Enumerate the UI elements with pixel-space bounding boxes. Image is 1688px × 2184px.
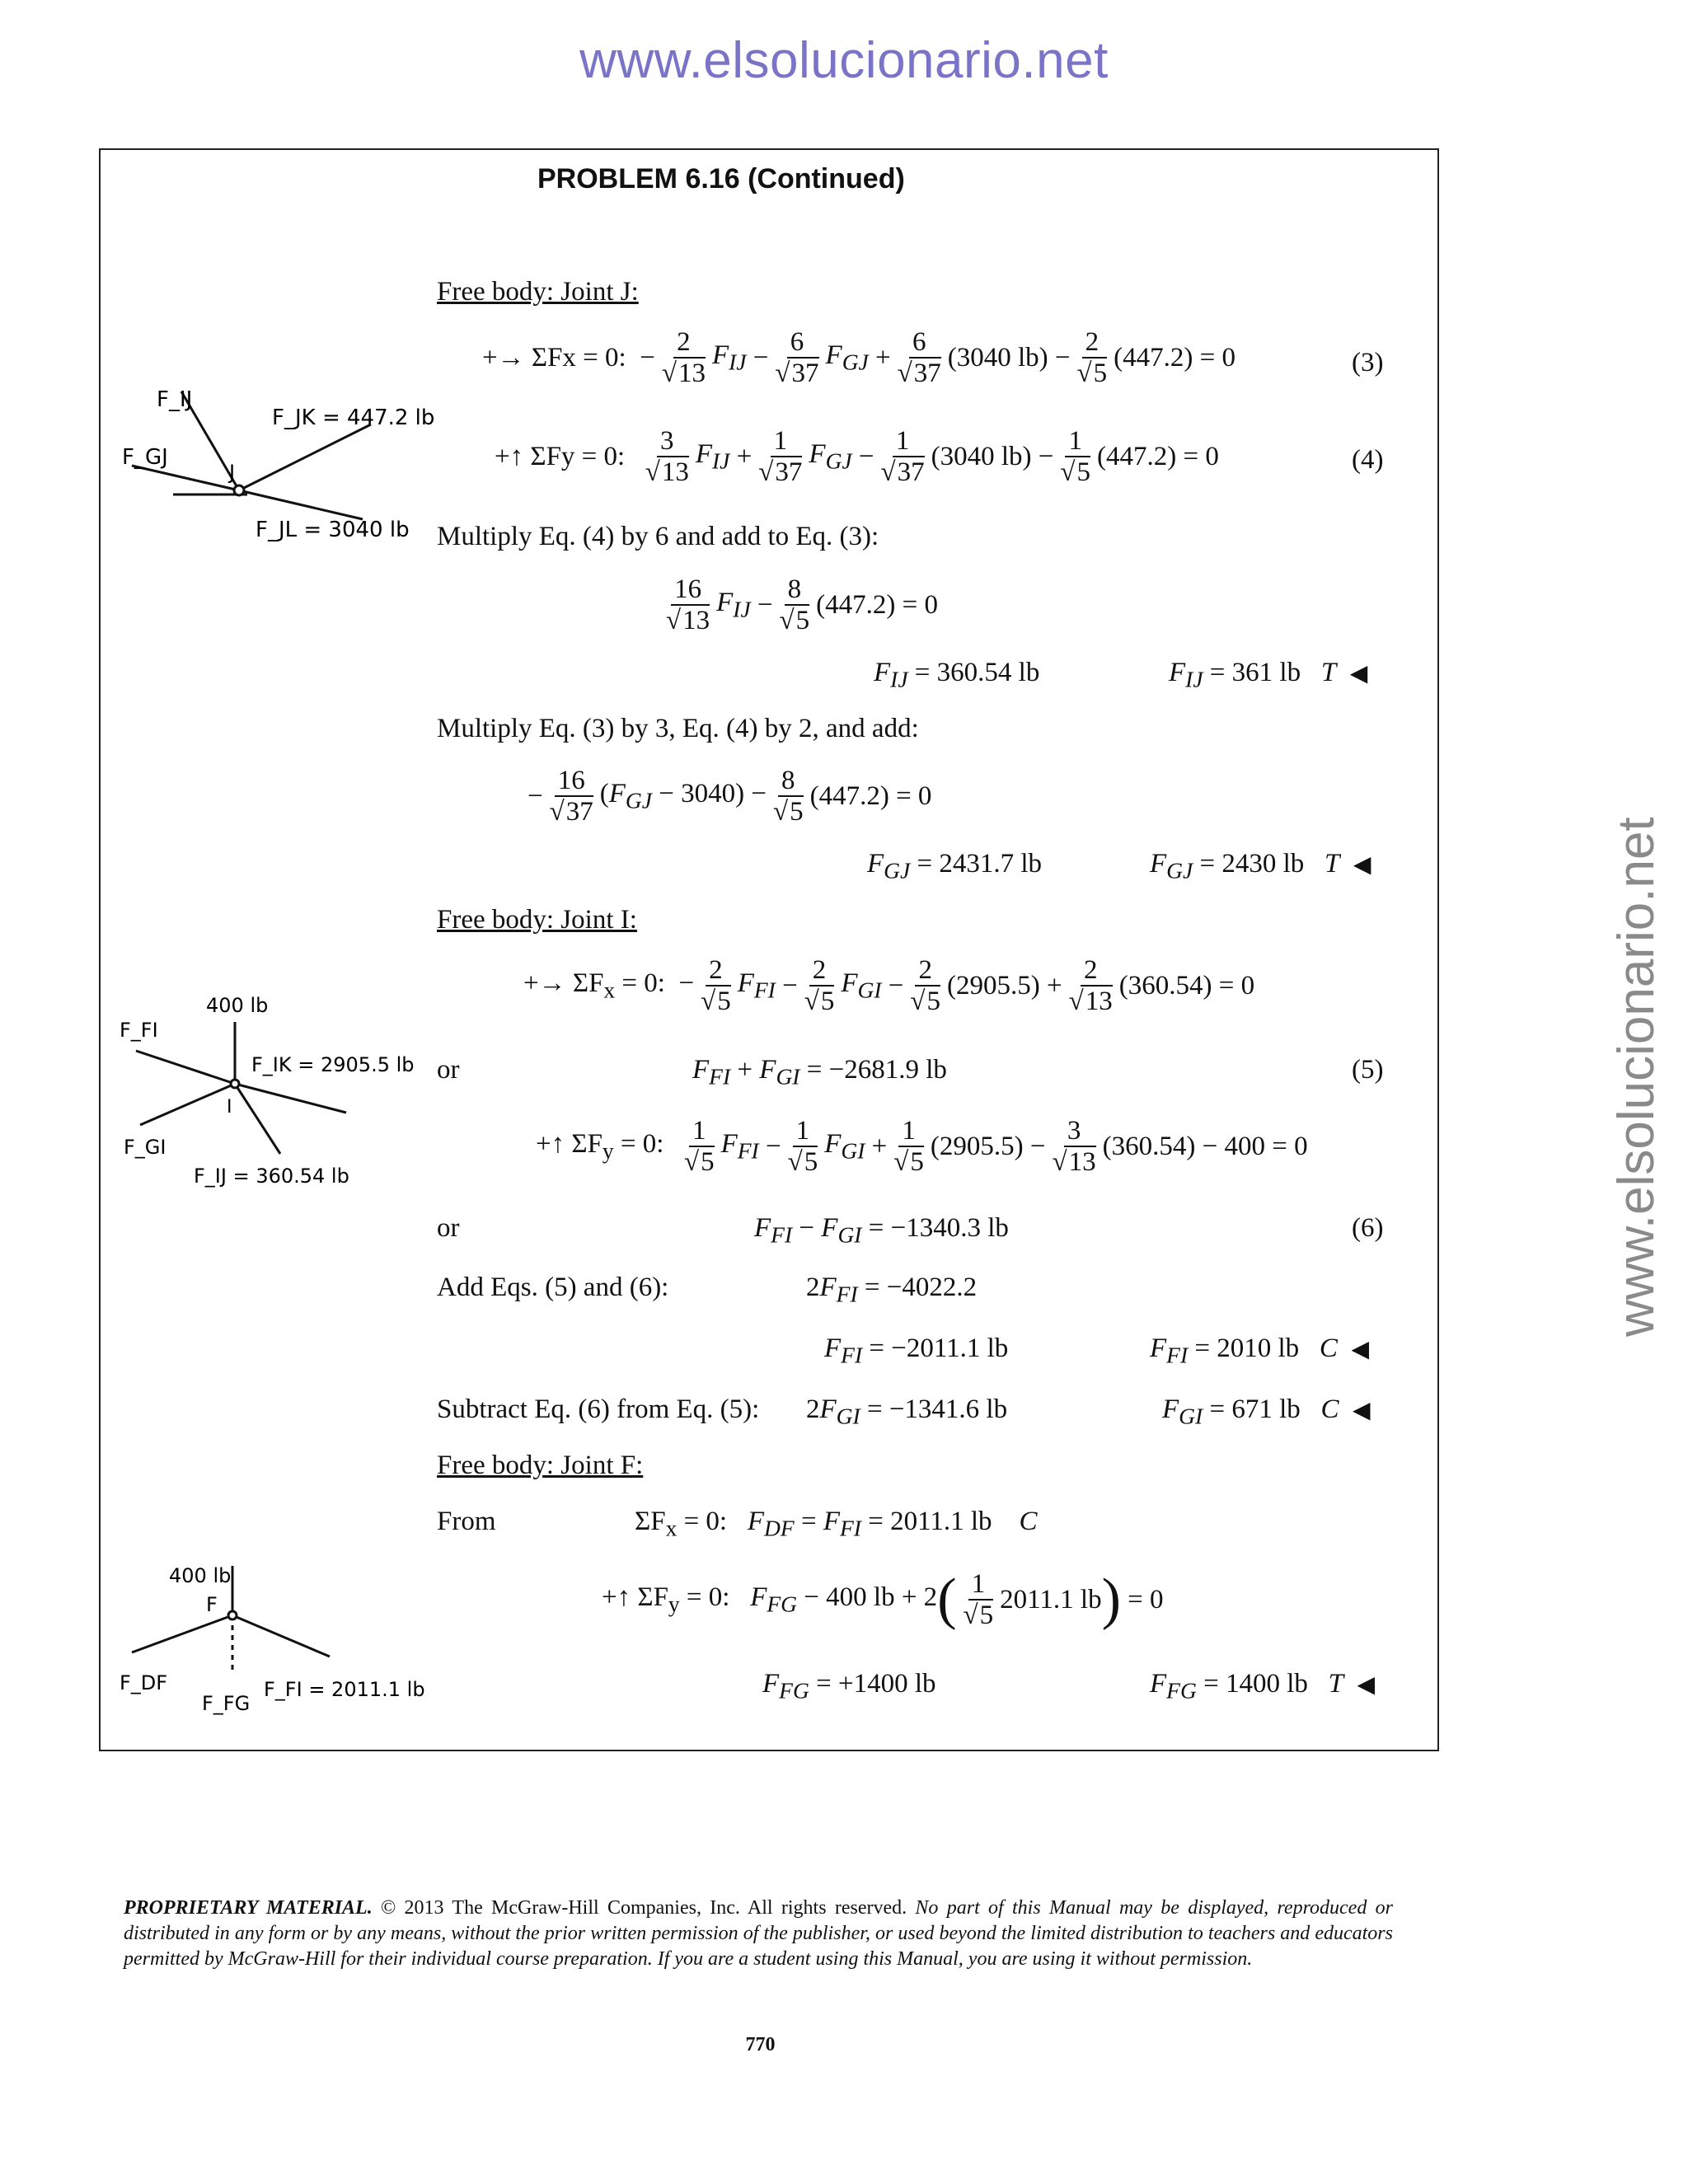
eq3-terms: (3040 lb) − <box>947 342 1071 373</box>
add-eqs-label: Add Eqs. (5) and (6): <box>437 1272 669 1302</box>
fij-calculation: $F_{IJ} = 360.54$ lb <box>874 658 1040 692</box>
free-body-sketch-joint-j <box>115 375 435 542</box>
sketch-j-joint-label: J <box>229 461 236 484</box>
copyright-footer: PROPRIETARY MATERIAL. © 2013 The McGraw-Hill Companies, Inc. All rights reserved. No part of this Manual may be displayed, reproduced or distributed in any form or by any means, without the prior written permission of the publisher, or used beyond the limited distribution to teachers and educators permitted by McGraw-Hill for their individual course preparation. If you are a student using this Manual, you are using it without permission. <box>124 1897 1393 1971</box>
sketch-i-fgi-label: F_GI <box>124 1136 166 1159</box>
eq4-number: (4) <box>1352 445 1384 475</box>
plus-up-arrow: +↑ <box>495 441 531 471</box>
result-marker-icon: ◀ <box>1357 1672 1376 1698</box>
or-label-2: or <box>437 1213 460 1243</box>
subtract-eqs-label: Subtract Eq. (6) from Eq. (5): <box>437 1394 760 1424</box>
sketch-f-ffi-label: F_FI = 2011.1 lb <box>264 1678 425 1701</box>
joint-j-step1: Multiply Eq. (4) by 6 and add to Eq. (3): <box>437 522 879 551</box>
ffg-result: $F_{FG} = 1400$ lb T ◀ <box>1150 1669 1376 1704</box>
fgj-result: $F_{GJ} = 2430$ lb T ◀ <box>1150 849 1372 883</box>
eq4-lhs: ΣFy = 0: <box>530 441 626 471</box>
sketch-i-fik-label: F_IK = 2905.5 lb <box>251 1053 415 1076</box>
step2-eq-tail: (447.2) = 0 <box>809 780 932 811</box>
step1-eq-tail: (447.2) = 0 <box>816 589 939 620</box>
joint-j-step2: Multiply Eq. (3) by 3, Eq. (4) by 2, and add: <box>437 714 919 743</box>
fgi-result: $F_{GI} = 671$ lb C ◀ <box>1162 1394 1371 1429</box>
add-eqs-result: $2F_{FI} = -4022.2$ <box>806 1272 978 1307</box>
eq4-tail2: (447.2) = 0 <box>1097 441 1219 471</box>
sketch-i-load-label: 400 lb <box>206 994 269 1017</box>
eq3-number: (3) <box>1352 348 1384 377</box>
step1-equation: $\frac{16}{√13}$ $F_{IJ}$ − $\frac{8}{√5}$ (447.2) = 0 <box>666 574 939 635</box>
equation-6: $F_{FI} - F_{GI} = -1340.3$ lb <box>754 1213 1009 1248</box>
joint-i-eq-x-tail: (360.54) = 0 <box>1118 970 1255 1001</box>
subtract-eqs-result: $2F_{GI} = -1341.6$ lb <box>806 1394 1008 1429</box>
sketch-j-fjk-label: F_JK = 447.2 lb <box>272 405 435 430</box>
from-label: From <box>437 1507 496 1536</box>
joint-i-heading: Free body: Joint I: <box>437 905 637 935</box>
sketch-i-joint-label: I <box>227 1097 232 1118</box>
result-marker-icon: ◀ <box>1353 1398 1371 1423</box>
step2-equation: − $\frac{16}{√37}$ $(F_{GJ} - 3040)$ − $\frac{8}{√5}$ (447.2) = 0 <box>528 766 932 827</box>
eq3-lhs: ΣFx = 0: <box>531 342 626 373</box>
fij-result: $F_{IJ} = 361$ lb T ◀ <box>1169 658 1368 692</box>
joint-i-eq-y-tail: (360.54) − 400 = 0 <box>1102 1131 1308 1161</box>
joint-i-eq-y: +↑ $\Sigma F_y = 0$: $\frac{1}{√5}$ $F_{FI}$ − $\frac{1}{√5}$ $F_{GI}$ + $\frac{1}{√5}$ (2905.5) − $\frac{3}{√13}$ (360.54) − 400 = 0 <box>536 1116 1308 1177</box>
eq5-number: (5) <box>1352 1055 1384 1085</box>
plus-right-arrow: +→ <box>482 342 532 373</box>
result-marker-icon: ◀ <box>1353 852 1372 878</box>
watermark-top: www.elsolucionario.net <box>579 32 1109 89</box>
sketch-f-fdf-label: F_DF <box>120 1671 168 1694</box>
watermark-side: www.elsolucionario.net <box>1608 817 1665 1337</box>
joint-f-eq-y: +↑ $\Sigma F_y = 0$: $F_{FG} - 400$ lb + 2 ( $\frac{1}{√5}$ 2011.1 lb ) = 0 <box>602 1568 1164 1632</box>
sketch-f-joint-label: F <box>206 1593 218 1616</box>
problem-title: PROBLEM 6.16 (Continued) <box>537 163 905 194</box>
joint-j-heading: Free body: Joint J: <box>437 277 639 307</box>
fdf-equation: $\Sigma F_x = 0$: $F_{DF} = F_{FI} = 2011.1$ lb C <box>635 1507 1038 1541</box>
equation-4: +↑ ΣFy = 0: $\frac{3}{√13}$ $F_{IJ}$ + $\frac{1}{√37}$ $F_{GJ}$ − $\frac{1}{√37}$ (3040 lb) − $\frac{1}{√5}$ (447.2) = 0 <box>495 426 1219 487</box>
free-body-sketch-joint-i <box>115 989 415 1203</box>
sketch-f-load-label: 400 lb <box>169 1564 232 1587</box>
page-number: 770 <box>745 2034 776 2055</box>
result-marker-icon: ◀ <box>1351 1337 1369 1362</box>
ffg-calculation: $F_{FG} = +1400$ lb <box>762 1669 936 1704</box>
or-label-1: or <box>437 1055 460 1085</box>
sketch-f-ffg-label: F_FG <box>202 1692 251 1715</box>
equation-3: +→ ΣFx = 0: − $\frac{2}{√13}$ $F_{IJ}$ − $\frac{6}{√37}$ $F_{GJ}$ + $\frac{6}{√37}$ (3040 lb) − $\frac{2}{√5}$ (447.2) = 0 <box>482 327 1236 388</box>
free-body-sketch-joint-f <box>115 1549 425 1722</box>
joint-i-eq-x: +→ $\Sigma F_x = 0$: − $\frac{2}{√5}$ $F_{FI}$ − $\frac{2}{√5}$ $F_{GI}$ − $\frac{2}{√5}$ (2905.5) + $\frac{2}{√13}$ (360.54) = 0 <box>523 955 1255 1016</box>
equation-5: $F_{FI} + F_{GI} = -2681.9$ lb <box>692 1055 947 1090</box>
eq4-tail1: (3040 lb) − <box>931 441 1054 471</box>
eq6-number: (6) <box>1352 1213 1384 1243</box>
ffi-result: $F_{FI} = 2010$ lb C ◀ <box>1150 1333 1369 1368</box>
sketch-i-fij-label: F_IJ = 360.54 lb <box>194 1165 349 1188</box>
fgj-calculation: $F_{GJ} = 2431.7$ lb <box>867 849 1043 883</box>
eq3-tail: (447.2) = 0 <box>1114 342 1236 373</box>
sketch-j-fij-label: F_IJ <box>157 387 193 412</box>
sketch-j-fgj-label: F_GJ <box>122 445 168 470</box>
ffi-calculation: $F_{FI} = -2011.1$ lb <box>824 1333 1009 1368</box>
sketch-j-fjl-label: F_JL = 3040 lb <box>256 518 410 542</box>
joint-f-heading: Free body: Joint F: <box>437 1451 644 1480</box>
result-marker-icon: ◀ <box>1349 661 1368 687</box>
sketch-i-ffi-label: F_FI <box>120 1019 158 1042</box>
